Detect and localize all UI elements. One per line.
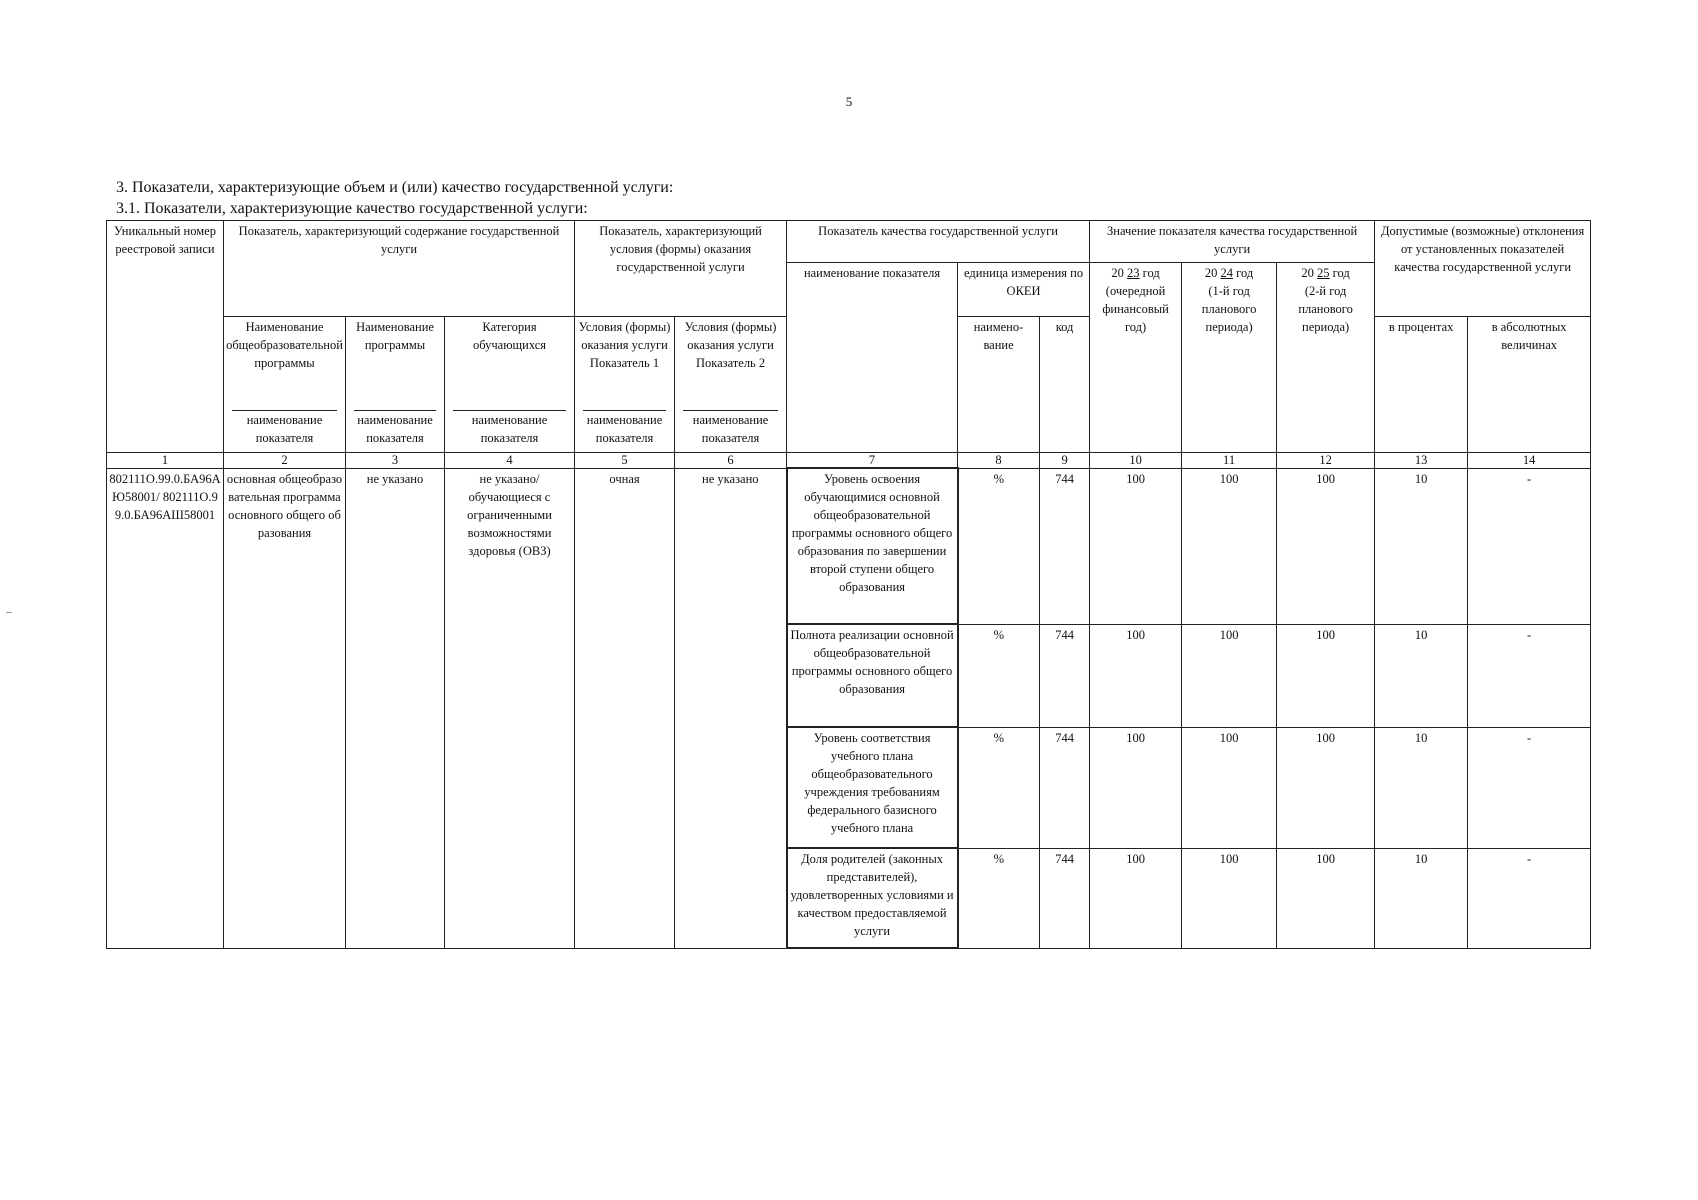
- record-program-name: не указано: [346, 468, 445, 948]
- indicator-absolute: -: [1468, 727, 1591, 848]
- page-number: 5: [845, 94, 853, 109]
- header-value-group: Значение показателя качества государственной услуги: [1090, 221, 1375, 263]
- indicator-year1: 100: [1090, 727, 1182, 848]
- header-in-percent: в процентах: [1375, 317, 1468, 453]
- col3-sub: наименование показателя: [357, 413, 433, 445]
- col2-title: Наименование общеобразовательной программы: [226, 320, 343, 370]
- year2-value: 24: [1220, 266, 1234, 280]
- col4-title: Категория обучающихся: [472, 320, 547, 352]
- year2-prefix: 20: [1204, 266, 1218, 280]
- record-unique-number: 802111О.99.0.БА96АЮ58001/ 802111О.99.0.БА96АШ58001: [107, 468, 224, 948]
- year3-value: 25: [1317, 266, 1330, 280]
- indicator-code: 744: [1040, 727, 1090, 848]
- header-year-1: [1090, 263, 1182, 453]
- col5-title: Условия (формы) оказания услуги Показатель 1: [578, 320, 671, 370]
- indicator-code: 744: [1040, 624, 1090, 727]
- indicator-year3: 100: [1277, 848, 1375, 948]
- indicator-year3: 100: [1277, 468, 1375, 624]
- indicator-unit: %: [958, 624, 1040, 727]
- quality-table-wrapper: [106, 220, 1591, 949]
- indicator-unit: %: [958, 848, 1040, 948]
- indicator-name: Полнота реализации основной общеобразовательной программы основного общего образования: [787, 624, 958, 727]
- col-number: 11: [1182, 453, 1277, 469]
- header-content-group: Показатель, характеризующий содержание государственной услуги: [224, 221, 575, 317]
- header-col6: [675, 317, 787, 453]
- indicator-year1: 100: [1090, 848, 1182, 948]
- col-number: 12: [1277, 453, 1375, 469]
- header-year-3: [1277, 263, 1375, 453]
- col-number: 3: [346, 453, 445, 469]
- indicator-unit: %: [958, 468, 1040, 624]
- col-number: 5: [575, 453, 675, 469]
- col6-sub: наименование показателя: [692, 413, 769, 445]
- col5-sub: наименование показателя: [586, 413, 663, 445]
- subsection-heading: 3.1. Показатели, характеризующие качество государственной услуги:: [116, 200, 588, 217]
- indicator-year3: 100: [1277, 624, 1375, 727]
- indicator-year1: 100: [1090, 468, 1182, 624]
- header-quality-group: Показатель качества государственной услуги: [787, 221, 1090, 263]
- col-number: 13: [1375, 453, 1468, 469]
- col3-title: Наименование программы: [356, 320, 434, 352]
- header-col4: [445, 317, 575, 453]
- indicator-percent: 10: [1375, 468, 1468, 624]
- indicator-year2: 100: [1182, 848, 1277, 948]
- year3-prefix: 20: [1301, 266, 1314, 280]
- table-row: [107, 468, 1591, 624]
- header-col5: [575, 317, 675, 453]
- header-indicator-name: наименование показателя: [787, 263, 958, 453]
- header-okei-code: код: [1040, 317, 1090, 453]
- indicator-year3: 100: [1277, 727, 1375, 848]
- header-col3: [346, 317, 445, 453]
- indicator-name: Уровень соответствия учебного плана общеобразовательного учреждения требованиям федерального базисного учебного плана: [787, 727, 958, 848]
- col-number: 8: [958, 453, 1040, 469]
- header-in-absolute: в абсолютных величинах: [1468, 317, 1591, 453]
- record-category: не указано/ обучающиеся с ограниченными возможностями здоровья (ОВЗ): [445, 468, 575, 948]
- record-condition-1: очная: [575, 468, 675, 948]
- indicator-year1: 100: [1090, 624, 1182, 727]
- year1-note: (очередной финансовый год): [1102, 284, 1169, 334]
- year3-suffix: год: [1332, 266, 1350, 280]
- indicator-code: 744: [1040, 468, 1090, 624]
- indicator-absolute: -: [1468, 848, 1591, 948]
- column-numbers-row: [107, 453, 1591, 469]
- col-number: 4: [445, 453, 575, 469]
- year1-suffix: год: [1142, 266, 1160, 280]
- header-col2: [224, 317, 346, 453]
- indicator-unit: %: [958, 727, 1040, 848]
- col-number: 2: [224, 453, 346, 469]
- indicator-year2: 100: [1182, 468, 1277, 624]
- header-year-2: [1182, 263, 1277, 453]
- indicator-year2: 100: [1182, 727, 1277, 848]
- indicator-absolute: -: [1468, 468, 1591, 624]
- header-okei-name: наимено-вание: [958, 317, 1040, 453]
- indicator-name: Доля родителей (законных представителей), удовлетворенных условиями и качеством предоставляемой услуги: [787, 848, 958, 948]
- col6-title: Условия (формы) оказания услуги Показатель 2: [684, 320, 777, 370]
- year1-value: 23: [1127, 266, 1140, 280]
- col-number: 1: [107, 453, 224, 469]
- section-heading: 3. Показатели, характеризующие объем и (или) качество государственной услуги:: [116, 179, 674, 196]
- indicator-percent: 10: [1375, 848, 1468, 948]
- header-okei: единица измерения по ОКЕИ: [958, 263, 1090, 317]
- year3-note: (2-й год планового периода): [1298, 284, 1353, 334]
- col-number: 9: [1040, 453, 1090, 469]
- header-deviation-group: Допустимые (возможные) отклонения от установленных показателей качества государственной услуги: [1375, 221, 1591, 317]
- indicator-name: Уровень освоения обучающимися основной общеобразовательной программы основного общего образования по завершении второй ступени общего образования: [787, 468, 958, 624]
- indicator-percent: 10: [1375, 727, 1468, 848]
- record-program: основная общеобразовательная программа основного общего образования: [224, 468, 346, 948]
- year2-suffix: год: [1236, 266, 1254, 280]
- indicator-code: 744: [1040, 848, 1090, 948]
- col-number: 14: [1468, 453, 1591, 469]
- header-conditions-group: Показатель, характеризующий условия (формы) оказания государственной услуги: [575, 221, 787, 317]
- indicator-percent: 10: [1375, 624, 1468, 727]
- margin-mark: [6, 612, 12, 613]
- indicator-absolute: -: [1468, 624, 1591, 727]
- col-number: 6: [675, 453, 787, 469]
- year2-note: (1-й год планового периода): [1201, 284, 1257, 334]
- col2-sub: наименование показателя: [246, 413, 323, 445]
- col-number: 10: [1090, 453, 1182, 469]
- quality-indicators-table: [106, 220, 1591, 949]
- indicator-year2: 100: [1182, 624, 1277, 727]
- col4-sub: наименование показателя: [471, 413, 548, 445]
- year1-prefix: 20: [1111, 266, 1124, 280]
- header-unique-number: Уникальный номер реестровой записи: [107, 221, 224, 453]
- col-number: 7: [787, 453, 958, 469]
- record-condition-2: не указано: [675, 468, 787, 948]
